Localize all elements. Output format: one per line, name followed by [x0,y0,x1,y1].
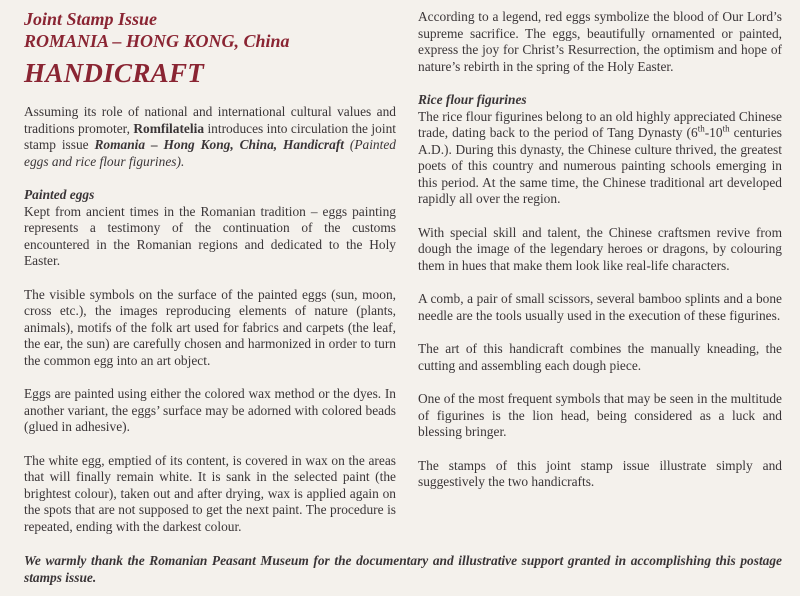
painted-eggs-paragraph: Eggs are painted using either the colored wax method or the dyes. In another variant, the eggs’ surface may be adorned with colored beads (glued in adhesive). [24,386,396,434]
rice-flour-paragraph: The stamps of this joint stamp issue illustrate simply and suggestively the two handicrafts. [418,457,782,489]
issue-countries: ROMANIA – HONG KONG, China [24,31,290,51]
page-title: HANDICRAFT [24,58,205,88]
issue-name: Romania – Hong Kong, China, Handicraft [94,137,345,152]
rice-flour-paragraph: One of the most frequent symbols that may be seen in the multitude of figurines is the lion head, being considered as a luck and blessing bringer. [418,391,782,439]
painted-eggs-paragraph: The white egg, emptied of its content, is covered in wax on the areas that will finally remain white. It is sank in the selected paint (the brightest colour), taken out and after drying, wax is applied again on the spots that are not supposed to get the next paint. The procedure is repeated, ending with the darkest colour. [24,452,396,534]
intro-text-2: introduces into circulation the joint stamp issue [24,120,396,152]
superscript: th [697,123,705,134]
rice-flour-paragraph: With special skill and talent, the Chinese craftsmen revive from dough the image of the legendary heroes or dragons, by colouring them in hues that make them look like real-life characters. [418,224,782,273]
intro-text-1: Assuming its role of national and international cultural values and traditions promoter, [24,104,396,136]
left-column [24,0,396,535]
rice-flour-text: centuries A.D.). During this dynasty, the Chinese culture thrived, the greatest poets of this country and numerous painting schools emerging in this period. At the same time, the Chinese traditional art developed rapidly all over the region. [418,125,782,206]
right-column [418,0,782,491]
painted-eggs-heading: Painted eggs [24,187,95,202]
rice-flour-paragraph: A comb, a pair of small scissors, several bamboo splints and a bone needle are the tools usually used in the execution of these figurines. [418,291,782,323]
painted-eggs-paragraph: Kept from ancient times in the Romanian tradition – eggs painting represents a testimony of the continuation of the customs encountered in the Romanian regions and dedicated to the Holy Easter. [24,203,396,268]
acknowledgement-footer: We warmly thank the Romanian Peasant Museum for the documentary and illustrative support granted in accomplishing this postage stamps issue. [24,553,782,585]
rice-flour-heading: Rice flour figurines [418,92,527,107]
rice-flour-paragraph: The art of this handicraft combines the manually kneading, the cutting and assembling each dough piece. [418,341,782,373]
publisher-name: Romfilatelia [133,120,205,136]
issue-subtitle: (Painted eggs and rice flour figurines). [24,137,396,169]
rice-flour-paragraph [418,109,782,208]
issue-label: Joint Stamp Issue [24,9,158,29]
painted-eggs-paragraph: The visible symbols on the surface of the painted eggs (sun, moon, cross etc.), the images reproducing elements of nature (plants, animals), motifs of the folk art used for fabrics and carpets (the leaf, the ear, the sun) are carefully chosen and harmonized in order to turn the common egg into an art object. [24,286,396,368]
rice-flour-text: -10 [704,125,723,140]
intro-paragraph [24,104,396,170]
painted-eggs-continued: According to a legend, red eggs symbolize the blood of Our Lord’s supreme sacrifice. The eggs, beautifully ornamented or painted, express the joy for Christ’s Resurrection, the optimism and hope of nature’s rebirth in the spring of the Holy Easter. [418,9,782,74]
rice-flour-text: The rice flour figurines belong to an old highly appreciated Chinese trade, dating back to the period of Tang Dynasty (6 [418,108,782,140]
superscript: th [722,123,730,134]
